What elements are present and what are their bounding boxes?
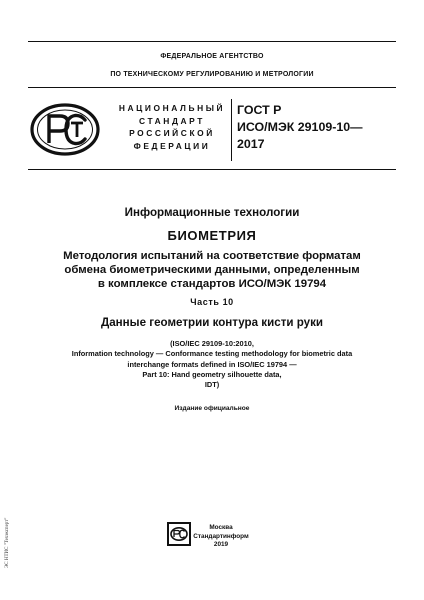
- part-number: Часть 10: [190, 297, 234, 307]
- gost-line-3: 2017: [237, 137, 265, 151]
- iso-reference: [0, 339, 424, 390]
- side-watermark-text: ЭС НТИС "Техэксперт": [5, 517, 10, 568]
- national-line-4: ФЕДЕРАЦИИ: [133, 140, 211, 151]
- method-line-3: в комплексе стандартов ИСО/МЭК 19794: [97, 278, 327, 290]
- iso-line-4: Part 10: Hand geometry silhouette data,: [142, 369, 282, 379]
- gost-line-2: ИСО/МЭК 29109-10—: [237, 120, 363, 134]
- title-methodology: [0, 249, 424, 291]
- emblem-rule: [28, 169, 396, 170]
- iso-line-1: (ISO/IEC 29109-10:2010,: [170, 339, 254, 348]
- gost-line-1: ГОСТ Р: [237, 103, 282, 117]
- publisher-city: Москва: [209, 524, 233, 531]
- gost-designation: [237, 102, 363, 153]
- agency-name: ФЕДЕРАЛЬНОЕ АГЕНТСТВО: [160, 53, 264, 60]
- national-standard-label: [118, 102, 226, 152]
- method-line-2: обмена биометрическими данными, определенным: [64, 264, 360, 276]
- method-line-1: Методология испытаний на соответствие форматам: [63, 250, 361, 262]
- iso-line-2: Information technology — Conformance testing methodology for biometric data: [71, 349, 353, 359]
- rst-logo-icon: [30, 103, 100, 156]
- agency-subtitle: ПО ТЕХНИЧЕСКОМУ РЕГУЛИРОВАНИЮ И МЕТРОЛОГИИ: [110, 71, 314, 78]
- iso-line-5: IDT): [204, 380, 220, 390]
- vertical-divider: [231, 99, 232, 161]
- publisher-block: [188, 524, 254, 550]
- header-rule: [28, 87, 396, 88]
- top-rule: [28, 41, 396, 42]
- edition-label: Издание официальное: [174, 405, 250, 412]
- national-line-1: НАЦИОНАЛЬНЫЙ: [118, 103, 226, 113]
- iso-line-3: interchange formats defined in ISO/IEC 19794 —: [127, 359, 297, 369]
- publisher-year: 2019: [213, 541, 229, 549]
- title-biometry: БИОМЕТРИЯ: [167, 228, 257, 243]
- title-it: Информационные технологии: [124, 206, 300, 219]
- part-title: Данные геометрии контура кисти руки: [100, 316, 324, 329]
- national-line-3: РОССИЙСКОЙ: [129, 128, 215, 139]
- national-line-2: СТАНДАРТ: [139, 115, 205, 126]
- publisher-name: Стандартинформ: [193, 532, 249, 540]
